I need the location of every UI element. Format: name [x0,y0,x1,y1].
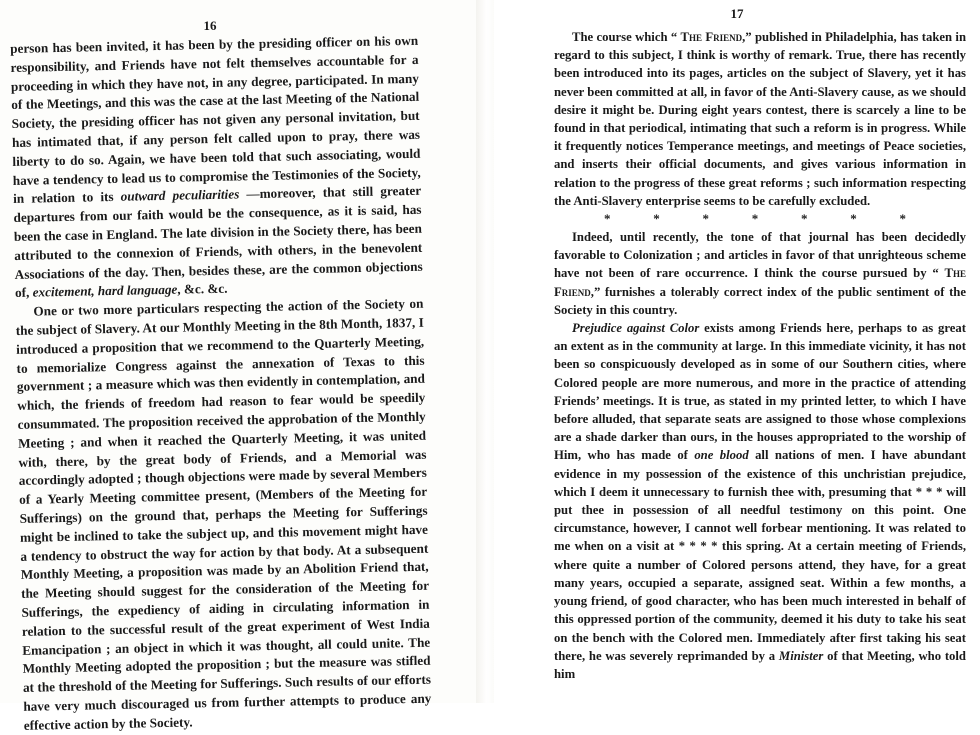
separator-star: * [850,211,857,227]
separator-star: * [604,211,611,227]
left-page [0,0,476,733]
left-p1-emphasis-1: outward peculiarities [120,186,240,205]
left-p1-text-2: —moreover, that still greater departures from our faith would be the consequence, as it is said, has been the case in England. The late division in the Society there, has been attributed to the connexion of Friends, with others, in the benevolent Associations of the day. Then, besides these, are the common objections of, [13,183,423,301]
right-paragraph-1 [554,28,966,210]
right-p1-periodical-name: The Friend [680,30,743,44]
right-p3-text-2: all nations of men. I have abundant evidence in my possession of the existence of this unchristian prejudice, which I deem it unnecessary to furnish thee with, presuming that * * * will put thee in possession of all needful testimony on this point. One circumstance, however, I cannot well forbear mentioning. It was related to me when on a visit at * * * * this spring. At a certain meeting of Friends, where quite a number of Colored persons attend, they have, for a great many years, occupied a separate, assigned seat. Within a few months, a young friend, of good character, who has been much interested in behalf of this oppressed portion of the community, deemed it his duty to take his seat on the bench with the Colored men. Immediately after first taking his seat there, he was severely reprimanded by a [554,448,967,663]
page-number-right: 17 [730,6,744,21]
right-p3-text-3: of that Meeting, who told him [554,648,966,681]
right-page-text [554,28,966,683]
right-p1-text-1: The course which “ [572,30,681,44]
left-p1-text-1: person has been invited, it has been by the presiding officer on his own responsibility, and Friends have not felt themselves accountable for a proceeding in which they have not, in any degree, participated. In many of the Meetings, and this was the case at the last Meeting of the National Society, the presiding officer has not given any personal invitation, but has intimated that, if any person felt called upon to pray, there was liberty to do so. Again, we have been told that such associating, would have a tendency to lead us to compromise the Testimonies of the Society, in relation to its [10,32,421,207]
right-p3-emphasis-1: Prejudice against Color [572,321,700,336]
section-separator-stars [554,210,966,228]
left-page-text [10,32,432,735]
separator-star: * [751,211,759,227]
right-p2-text-2: ,” furnishes a tolerably correct index of the public sentiment of the Society in this country. [554,284,966,317]
separator-star: * [899,211,906,227]
right-p3-emphasis-3: Minister [778,648,824,663]
right-p2-periodical-name: The Friend [554,266,966,299]
page-number-left: 16 [203,18,217,33]
separator-star: * [653,211,660,227]
book-gutter [476,0,494,703]
right-page [494,0,980,703]
right-p3-emphasis-2: one blood [694,448,749,463]
left-p1-text-3: , &c. &c. [177,281,228,298]
left-p1-emphasis-2: excitement, hard language [32,282,178,300]
left-paragraph-1 [10,32,423,303]
right-p3-text-1: exists among Friends here, perhaps to as great an extent as in the community at large. In this immediate vicinity, it has not been so conspicuously developed as in some of our Southern cities, where Colored people are more numerous, and more in the practice of attending Friends’ meetings. It is true, as stated in my printed letter, to which I have before alluded, that separate seats are assigned to those whose complexions are a shade darker than ours, in the houses appropriated to the worship of Him, who has made of [554,321,966,463]
separator-star: * [801,211,808,227]
left-paragraph-2: One or two more particulars respecting the action of the Society on the subject of Slavery. At our Monthly Meeting in the 8th Month, 1837, I introduced a proposition that we recommend to the Quarterly Meeting, to memorialize Congress against the annexation of Texas to this government ; a measure which was then evidently in contemplation, and which, the friends of freedom had reason to fear would be speedily consummated. The proposition received the approbation of the Monthly Meeting ; and when it reached the Quarterly Meeting, it was united with, there, by the great body of Friends, and a Memorial was accordingly adopted ; though objections were made by several Members of a Yearly Meeting committee present, (Members of the Meeting for Sufferings) on the ground that, perhaps the Meeting for Sufferings might be inclined to take the subject up, and this movement might have a tendency to obstruct the way for action by that body. At a subsequent Monthly Meeting, a proposition was made by an Abolition Friend that, the Meeting should suggest for the consideration of the Meeting for Sufferings, the expediency of aiding in circulating information in relation to the successful result of the great experiment of West India Emancipation ; an object in which it was thought, all could unite. The Monthly Meeting adopted the proposition ; but the measure was stifled at the threshold of the Meeting for Sufferings. Such results of our efforts have very much discouraged us from further attempts to produce any effective action by the Society. [15,295,432,733]
separator-star: * [702,211,709,227]
right-p2-text-1: Indeed, until recently, the tone of that journal has been decidedly favorable to Colonization ; and articles in favor of that unrighteous scheme have not been of rare occurrence. I think the course pursued by “ [554,230,966,281]
right-paragraph-2 [554,228,966,319]
right-p1-text-2: ,” published in Philadelphia, has taken in regard to this subject, I think is worthy of remark. True, there has recently been introduced into its pages, articles on the subject of Slavery, yet it has never been committed at all, in favor of the Anti-Slavery cause, as we should desire it might be. During eight years contest, there is scarcely a line to be found in that periodical, intimating that such a reform is in progress. While it frequently notices Temperance meetings, and meetings of Peace societies, and inserts their official documents, and gives various information in relation to the progress of these great reforms ; such information respecting the Anti-Slavery enterprise seems to be carefully excluded. [554,30,966,208]
right-paragraph-3 [554,319,966,683]
